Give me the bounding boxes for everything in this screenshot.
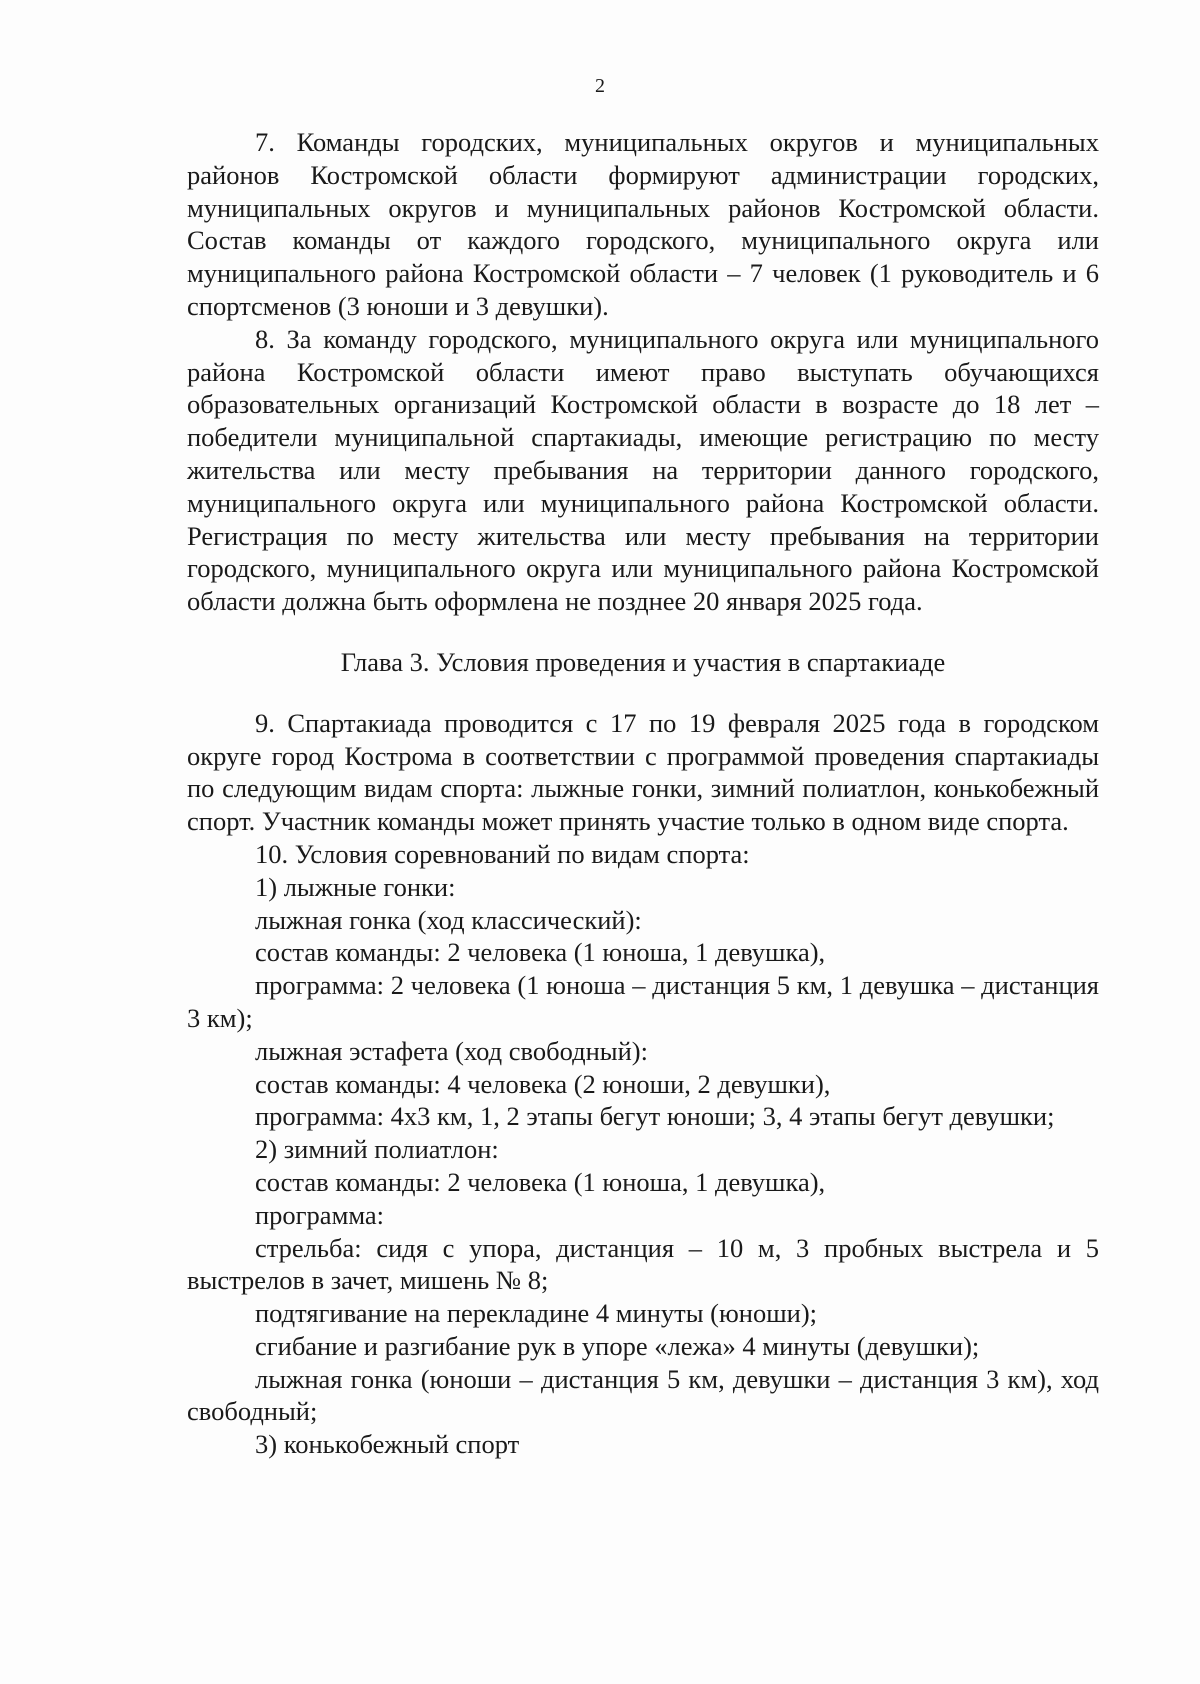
paragraph-8: 8. За команду городского, муниципального округа или муниципального района Костромской области имеют право выступать обучающихся образовательных организаций Костромской области в возрасте до 18 лет – победители муниципальной спартакиады, имеющие регистрацию по месту жительства или месту пребывания на территории данного городского, муниципального округа или муниципального района Костромской области. Регистрация по месту жительства или месту пребывания на территории городского, муниципального округа или муниципального района Костромской области должна быть оформлена не позднее 20 января 2025 года.: [187, 323, 1099, 617]
list-item-program: программа: 4х3 км, 1, 2 этапы бегут юноши; 3, 4 этапы бегут девушки;: [255, 1101, 1055, 1132]
spacer: [187, 679, 1099, 707]
list-item-ski-race: лыжная гонка (юноши – дистанция 5 км, девушки – дистанция 3 км), ход свободный;: [187, 1363, 1099, 1427]
paragraph-9: 9. Спартакиада проводится с 17 по 19 февраля 2025 года в городском округе город Кострома в соответствии с программой проведения спартакиады по следующим видам спорта: лыжные гонки, зимний полиатлон, конькобежный спорт. Участник команды может принять участие только в одном виде спорта.: [187, 707, 1099, 837]
list-item-winter-polyathlon: 2) зимний полиатлон:: [255, 1134, 499, 1165]
list-item-team-composition: состав команды: 2 человека (1 юноша, 1 девушка),: [255, 1166, 826, 1197]
paragraph-7: 7. Команды городских, муниципальных округов и муниципальных районов Костромской области формируют администрации городских, муниципальных округов и муниципальных районов Костромской области. Состав команды от каждого городского, муниципального округа или муниципального района Костромской области – 7 человек (1 руководитель и 6 спортсменов (3 юноши и 3 девушки).: [187, 127, 1099, 321]
list-item-program: программа: 2 человека (1 юноша – дистанция 5 км, 1 девушка – дистанция 3 км);: [187, 970, 1099, 1033]
document-body: [187, 126, 1099, 1461]
list-item-shooting: стрельба: сидя с упора, дистанция – 10 м, 3 пробных выстрела и 5 выстрелов в зачет, мишень № 8;: [187, 1232, 1099, 1296]
chapter-heading: Глава 3. Условия проведения и участия в спартакиаде: [340, 646, 946, 677]
list-item-ski-racing: 1) лыжные гонки:: [255, 871, 456, 902]
spacer: [187, 618, 1099, 646]
list-item-pull-ups: подтягивание на перекладине 4 минуты (юноши);: [255, 1298, 818, 1329]
list-item-classic-race: лыжная гонка (ход классический):: [255, 904, 642, 935]
list-item-relay: лыжная эстафета (ход свободный):: [255, 1035, 648, 1066]
list-item-team-composition: состав команды: 2 человека (1 юноша, 1 девушка),: [255, 937, 826, 968]
list-item-program: программа:: [255, 1199, 385, 1230]
list-item-push-ups: сгибание и разгибание рук в упоре «лежа» 4 минуты (девушки);: [255, 1330, 980, 1361]
list-item-team-composition: состав команды: 4 человека (2 юноши, 2 девушки),: [255, 1068, 831, 1099]
list-item-speed-skating: 3) конькобежный спорт: [255, 1429, 520, 1460]
paragraph-10: 10. Условия соревнований по видам спорта:: [255, 838, 750, 869]
page-number: 2: [595, 75, 605, 97]
